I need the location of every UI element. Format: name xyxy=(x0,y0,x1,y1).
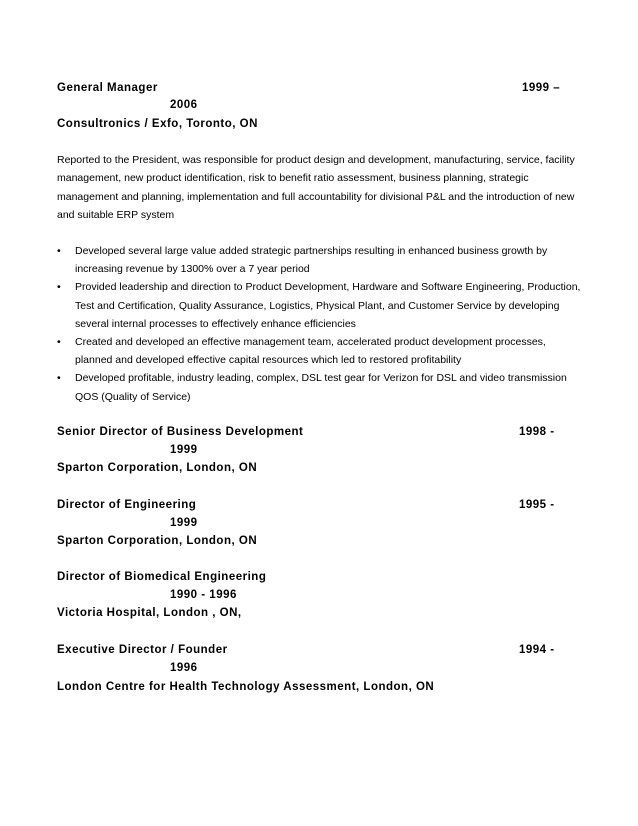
job-description: Reported to the President, was responsible for product design and development, manufacturing, service, facility management, new product identification, risk to benefit ratio assessment, business planning, strategic management and planning, implementation and full accountability for divisional P&L and the introduction of new and suitable ERP system xyxy=(57,154,575,221)
job-date-end: 1990 - 1996 xyxy=(170,589,237,601)
list-item xyxy=(57,242,582,278)
achievement-list xyxy=(57,242,582,406)
job-title: Director of Engineering xyxy=(57,499,197,511)
job-date-end: 1996 xyxy=(170,662,198,674)
job-date-start: 1998 - xyxy=(519,426,555,438)
list-item-text: Created and developed an effective management team, accelerated product development processes, planned and developed effective capital resources which led to restored profitability xyxy=(75,336,546,367)
job-title: Executive Director / Founder xyxy=(57,644,228,656)
job-date-end: 1999 xyxy=(170,517,198,529)
bullet-icon: • xyxy=(57,372,61,385)
job-company: Victoria Hospital, London , ON, xyxy=(57,607,242,619)
list-item-text: Developed several large value added strategic partnerships resulting in enhanced business growth by increasing revenue by 1300% over a 7 year period xyxy=(75,245,548,276)
bullet-icon: • xyxy=(57,245,61,257)
job-date-end: 1999 xyxy=(170,444,198,456)
job-title: General Manager xyxy=(57,82,158,94)
job-company: Sparton Corporation, London, ON xyxy=(57,535,258,547)
bullet-icon: • xyxy=(57,336,61,349)
job-date-start: 1994 - xyxy=(519,644,555,656)
job-company: London Centre for Health Technology Assessment, London, ON xyxy=(57,681,435,693)
job-date-start: 1999 – xyxy=(522,82,561,94)
job-title: Senior Director of Business Development xyxy=(57,426,304,438)
list-item-text: Developed profitable, industry leading, complex, DSL test gear for Verizon for DSL and video transmission QOS (Quality of Service) xyxy=(75,372,567,403)
job-date-end: 2006 xyxy=(170,99,198,111)
job-title: Director of Biomedical Engineering xyxy=(57,571,267,583)
list-item xyxy=(57,333,582,369)
list-item xyxy=(57,369,582,405)
bullet-icon: • xyxy=(57,281,61,294)
job-date-start: 1995 - xyxy=(519,499,555,511)
job-company: Sparton Corporation, London, ON xyxy=(57,462,258,474)
list-item xyxy=(57,278,582,333)
list-item-text: Provided leadership and direction to Product Development, Hardware and Software Engineering, Production, Test and Certification, Quality Assurance, Logistics, Physical Plant, and Customer Service by developing several internal processes to effectively enhance efficiencies xyxy=(75,281,581,330)
job-company: Consultronics / Exfo, Toronto, ON xyxy=(57,118,258,130)
